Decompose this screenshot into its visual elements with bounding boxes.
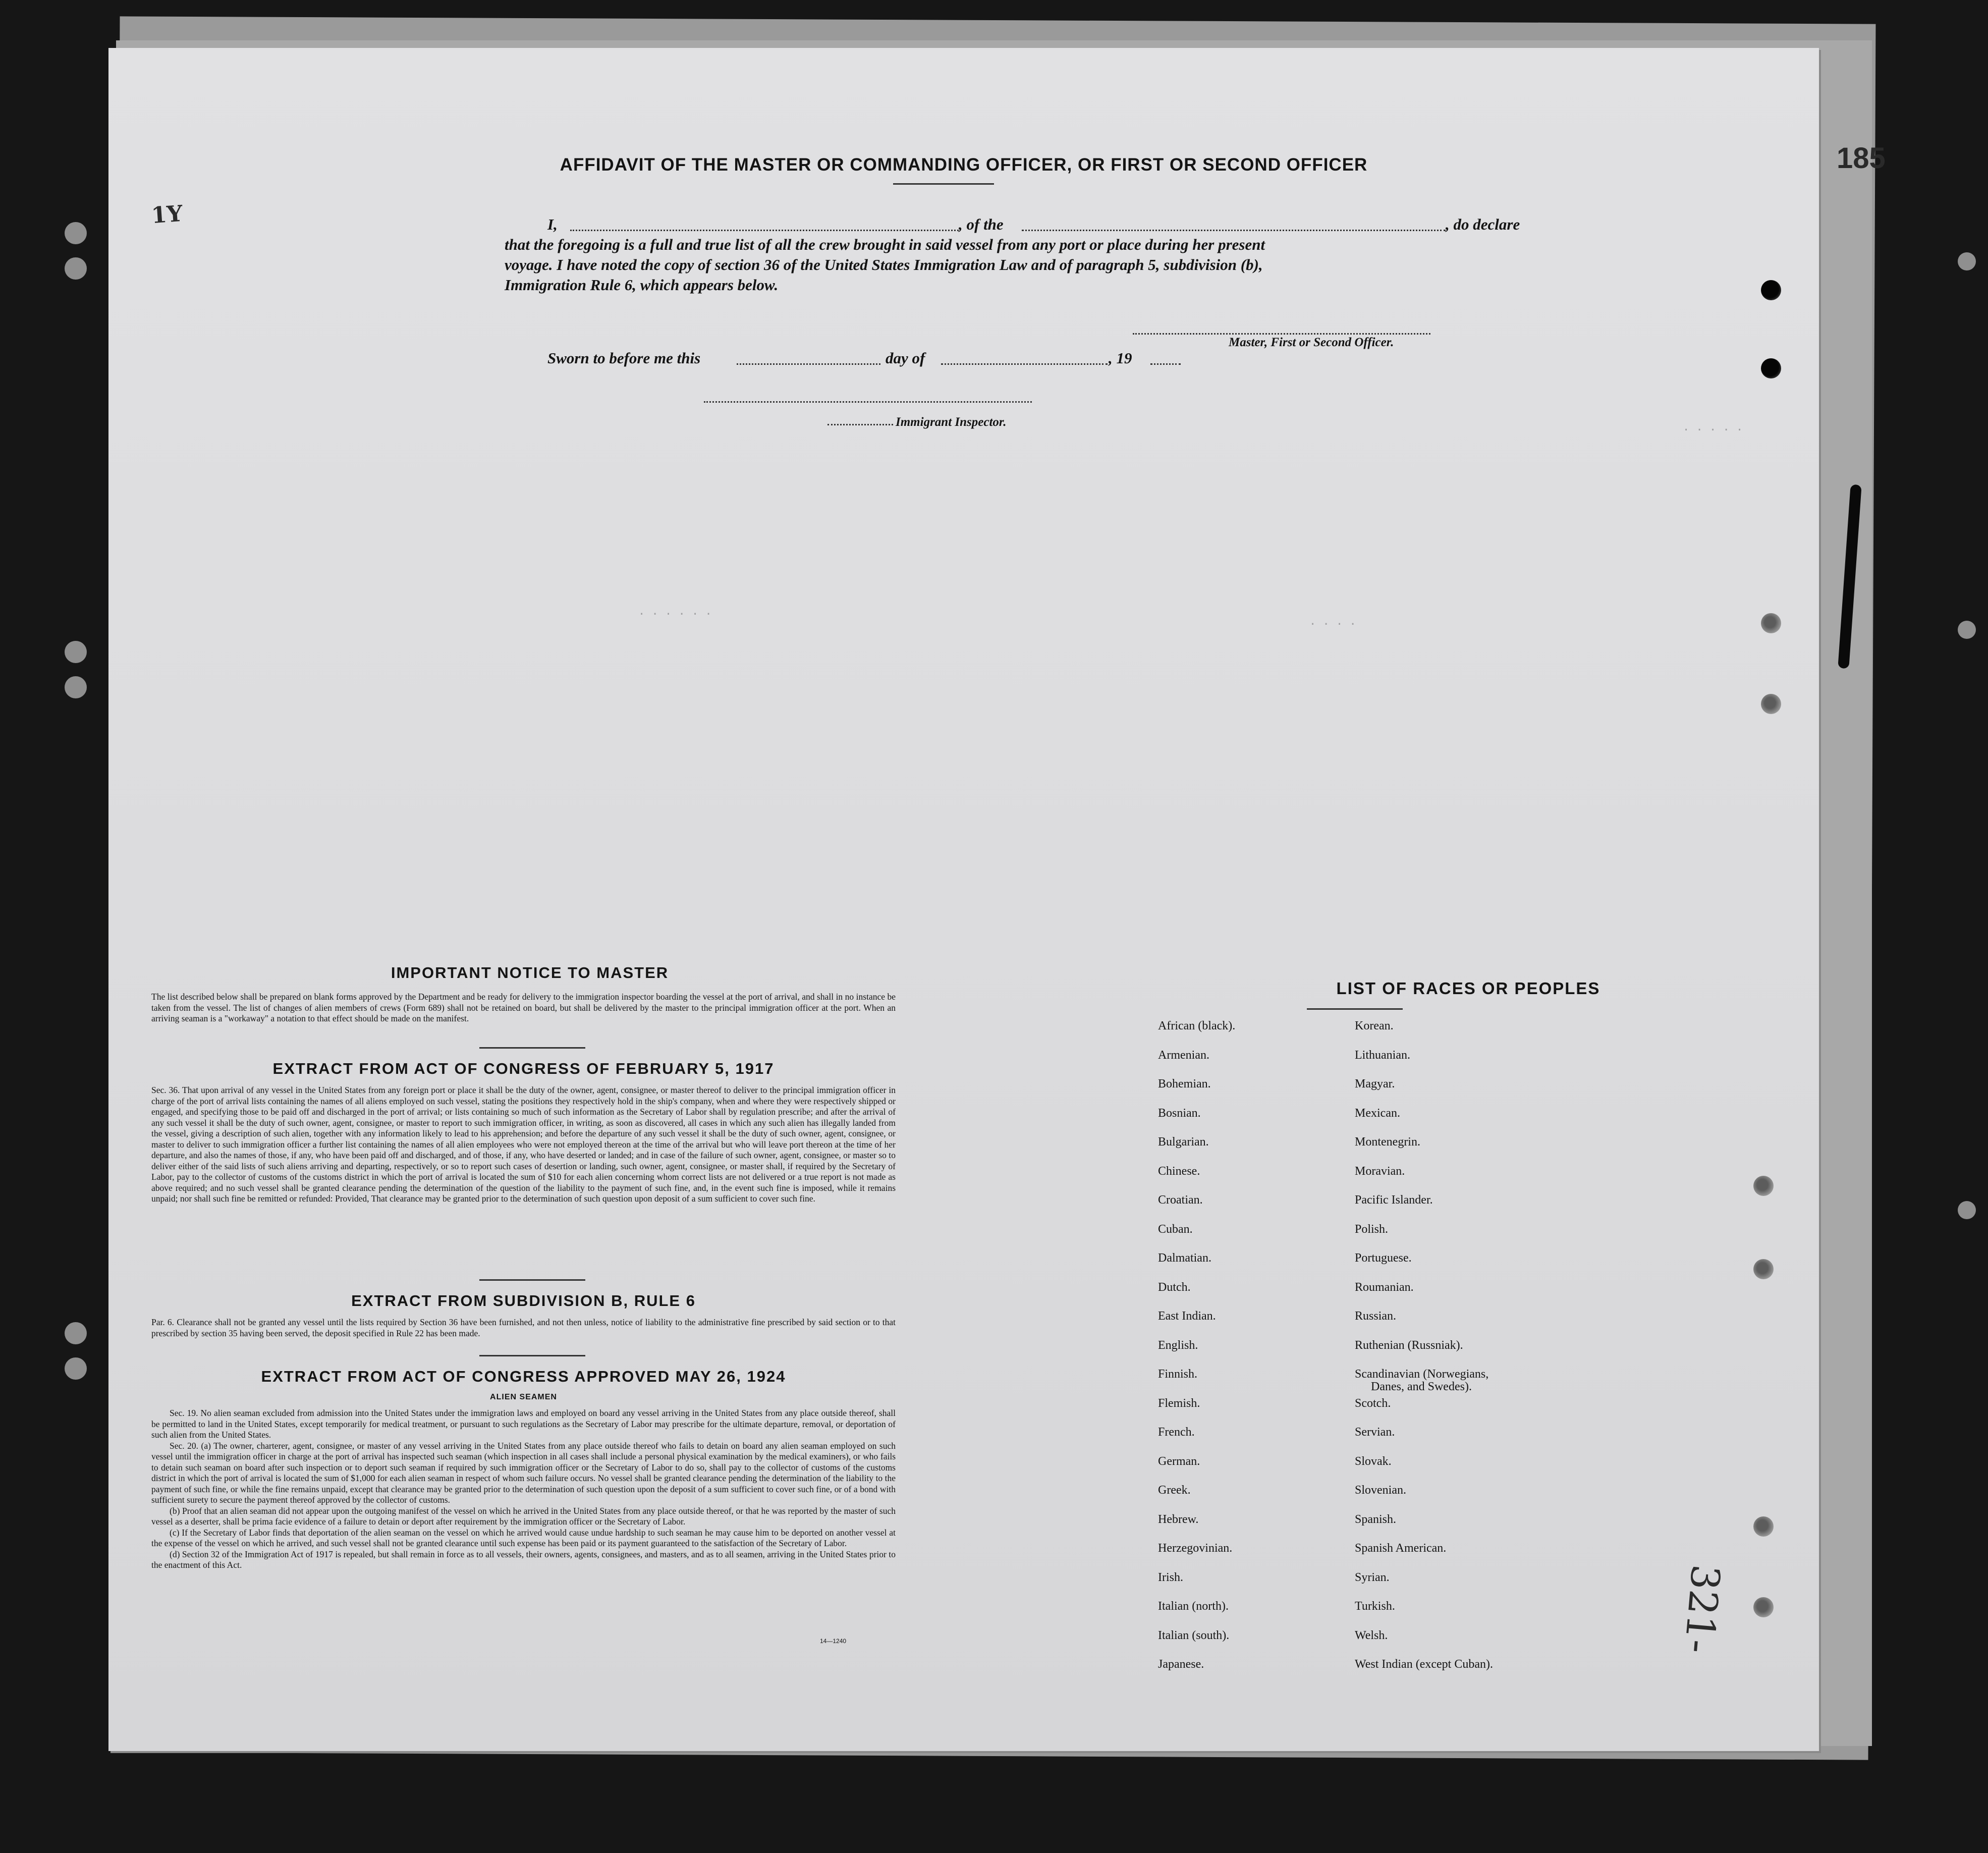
race-item: Herzegovinian. <box>1158 1542 1233 1555</box>
binder-hole <box>65 676 87 698</box>
race-item: English. <box>1158 1338 1198 1352</box>
race-item: Greek. <box>1158 1484 1191 1497</box>
race-item: Pacific Islander. <box>1355 1193 1433 1207</box>
inspector-signature-line <box>704 401 1032 403</box>
vessel-blank <box>1022 230 1446 231</box>
race-item: Russian. <box>1355 1310 1397 1323</box>
race-item: Lithuanian. <box>1355 1048 1410 1062</box>
affidavit-title: AFFIDAVIT OF THE MASTER OR COMMANDING OFFICER, OR FIRST OR SECOND OFFICER <box>560 155 1368 175</box>
page-number: 185 <box>1837 142 1886 175</box>
punch-hole <box>1753 1259 1774 1279</box>
section-19: Sec. 19. No alien seaman excluded from admission into the United States under the immigration laws and employed on board any vessel arriving in the United States from any place outside thereof, shall be permitted to land in the United States, except temporarily for medical treatment, or pursuant to such regulations as the Secretary of Labor may prescribe for the ultimate departure, removal, or deportation of such alien from the United States. <box>151 1408 896 1440</box>
name-blank <box>570 230 959 231</box>
section-rule <box>479 1047 585 1049</box>
punch-hole <box>1761 358 1781 378</box>
race-item: Ruthenian (Russniak). <box>1355 1338 1463 1352</box>
race-item: Montenegrin. <box>1355 1135 1420 1149</box>
section-rule <box>479 1279 585 1281</box>
binder-hole <box>1958 1201 1976 1219</box>
races-title-rule <box>1307 1008 1403 1010</box>
notice-body: The list described below shall be prepared on blank forms approved by the Department and be ready for delivery to the immigration inspector boarding the vessel at the port of arrival, and shall in no instance be taken from the vessel. The list of changes of alien members of crews (Form 689) shall not be retained on board, but shall be delivered by the master to the principal immigration officer at the port. When an arriving seaman is a "workaway" a notation to that effect should be made on the manifest. <box>151 992 896 1023</box>
inspector-caption-lead <box>827 424 893 425</box>
sworn-month-blank <box>941 363 1108 365</box>
race-item: French. <box>1158 1426 1195 1439</box>
race-item: East Indian. <box>1158 1310 1216 1323</box>
affidavit-line-4: Immigration Rule 6, which appears below. <box>505 276 779 294</box>
race-item: Polish. <box>1355 1222 1389 1236</box>
punch-hole <box>1753 1516 1774 1537</box>
binder-hole <box>65 1357 87 1380</box>
form-code: 14—1240 <box>820 1638 847 1645</box>
sworn-day-of: day of <box>886 349 925 367</box>
master-signature-line <box>1133 333 1430 335</box>
race-item: Bohemian. <box>1158 1077 1211 1091</box>
race-item: Flemish. <box>1158 1396 1200 1410</box>
sworn-year: , 19 <box>1109 349 1132 367</box>
section-20c: (c) If the Secretary of Labor finds that deportation of the alien seaman on the vessel on which he arrived would cause undue hardship to such seaman he may cause him to be deported on another vessel at the expense of the vessel on which he arrived, and such vessel shall not be granted clearance until such expense has been paid or its payment guaranteed to the satisfaction of the Secretary of Labor. <box>151 1527 896 1548</box>
extract-1917-body: Sec. 36. That upon arrival of any vessel in the United States from any foreign port or place it shall be the duty of the owner, agent, consignee, or master thereof to deliver to the principal immigration officer in charge of the port of arrival lists containing the names of all aliens employed on such vessel, stating the positions they respectively hold in the ship's company, when and where they were respectively shipped or engaged, and specifying those to be paid off and discharged in the port of arrival; or lists containing so much of such information as the Secretary of Labor shall by regulation prescribe; and after the arrival of any such vessel it shall be the duty of such owner, agent, consignee, or master to report to such immigration officer, in writing, as soon as discovered, all cases in which any such alien has illegally landed from the vessel, giving a description of such alien, together with any information likely to lead to his apprehension; and before the departure of any such vessel it shall be the duty of such owner, agent, consignee, or master to deliver to such immigration officer a further list containing the names of all alien employees who were not employed thereon at the time of the arrival but who will leave port thereon at the time of her departure, and also the names of those, if any, who have been paid off and discharged, and of those, if any, who have deserted or landed; and in case of the failure of such owner, agent, consignee, or master so to deliver either of the said lists of such aliens arriving and departing, respectively, or so to report such cases of desertion or landing, such owner, agent, consignee, or master shall, if required by the Secretary of Labor, pay to the collector of customs of the customs district in which the port of arrival is located the sum of $10 for each alien concerning whom correct lists are not delivered or a true report is not made as above required; and no such vessel shall be granted clearance pending the determination of the question of the liability to the payment of such fine, and, in the event such fine is imposed, while it remains unpaid; nor shall such fine be remitted or refunded: Provided, That clearance may be granted prior to the determination of such question upon deposit of a sum sufficient to cover such fine. <box>151 1085 896 1204</box>
master-signature-caption: Master, First or Second Officer. <box>1229 336 1394 349</box>
race-scandinavian-continued: Danes, and Swedes). <box>1371 1380 1472 1393</box>
races-title: LIST OF RACES OR PEOPLES <box>1336 979 1600 998</box>
affidavit-form-sheet <box>108 48 1819 1751</box>
race-item: Cuban. <box>1158 1222 1193 1236</box>
bleed-through-text: · · · · · · <box>638 608 712 621</box>
section-20b: (b) Proof that an alien seaman did not appear upon the outgoing manifest of the vessel on which he arrived in the United States from any place outside thereof, or that he was reported by the master of such vessel as a deserter, shall be prima facie evidence of a failure to detain or deport after requirement by the immigration officer or the Secretary of Labor. <box>151 1505 896 1527</box>
race-item: Chinese. <box>1158 1164 1200 1178</box>
race-item: Korean. <box>1355 1019 1394 1032</box>
section-20d: (d) Section 32 of the Immigration Act of 1917 is repealed, but shall remain in force as to all vessels, their owners, agents, consignees, and masters, and as to all seamen, arriving in the United States prior to the enactment of this Act. <box>151 1549 896 1570</box>
affidavit-line-2: that the foregoing is a full and true list of all the crew brought in said vessel from any port or place during her present <box>505 236 1265 253</box>
affidavit-of-the: , of the <box>959 215 1004 233</box>
sworn-year-blank <box>1150 363 1181 365</box>
punch-hole <box>1753 1176 1774 1196</box>
race-item: Moravian. <box>1355 1164 1405 1178</box>
race-item: Spanish American. <box>1355 1542 1447 1555</box>
extract-rule6-body: Par. 6. Clearance shall not be granted any vessel until the lists required by Section 36 have been furnished, and not then unless, notice of liability to the administrative fine prescribed by said section or to that prescribed by section 35 having been served, the deposit specified in Rule 22 has been made. <box>151 1317 896 1338</box>
section-rule <box>479 1355 585 1356</box>
extract-1924-title: EXTRACT FROM ACT OF CONGRESS APPROVED MAY 26, 1924 <box>261 1368 786 1385</box>
affidavit-i: I, <box>547 215 558 233</box>
extract-rule6-title: EXTRACT FROM SUBDIVISION B, RULE 6 <box>351 1292 696 1310</box>
section-20a: Sec. 20. (a) The owner, charterer, agent, consignee, or master of any vessel arriving in the United States from any place outside thereof who fails to detain on board any alien seaman employed on such vessel until the immigration officer in charge at the port of arrival has inspected such seaman (which inspection in all cases shall include a personal physical examination by the medical examiners), or who fails to detain such seaman on board after such inspection or to deport such seaman if required by such immigration officer or the Secretary of Labor to do so, shall pay to the collector of customs of the customs district in which the port of arrival is located the sum of $1,000 for each alien seaman in respect of whom such failure occurs. No vessel shall be granted clearance pending the determination of the liability to the payment of such fine, or while the fine remains unpaid, except that clearance may be granted prior to the determination of such question upon the deposit of a sum sufficient to cover such fine, or of a bond with sufficient surety to secure the payment thereof approved by the collector of customs. <box>151 1440 896 1505</box>
race-item: West Indian (except Cuban). <box>1355 1658 1493 1671</box>
binder-hole <box>1958 252 1976 270</box>
race-item: Turkish. <box>1355 1600 1395 1613</box>
inspector-caption: Immigrant Inspector. <box>896 415 1007 429</box>
race-item: German. <box>1158 1454 1200 1468</box>
extract-1924-subtitle: ALIEN SEAMEN <box>490 1393 557 1401</box>
race-item: Finnish. <box>1158 1368 1198 1381</box>
races-right-column <box>1355 1012 1493 1679</box>
sworn-day-blank <box>737 363 880 365</box>
binder-hole <box>1958 621 1976 639</box>
punch-hole <box>1761 694 1781 714</box>
bleed-through-text: · · · · · <box>1683 424 1743 437</box>
race-item: Hebrew. <box>1158 1512 1199 1526</box>
race-item: Bosnian. <box>1158 1106 1201 1120</box>
handwritten-mark: 1Y <box>150 200 184 229</box>
race-item: Bulgarian. <box>1158 1135 1209 1149</box>
race-item: Irish. <box>1158 1570 1183 1584</box>
affidavit-line-3: voyage. I have noted the copy of section 36 of the United States Immigration Law and of paragraph 5, subdivision (b), <box>505 256 1263 274</box>
binder-hole <box>65 1322 87 1344</box>
affidavit-do-declare: , do declare <box>1446 215 1520 233</box>
race-item: Scotch. <box>1355 1396 1391 1410</box>
race-item: Italian (south). <box>1158 1628 1230 1642</box>
punch-hole <box>1761 280 1781 300</box>
race-item: Croatian. <box>1158 1193 1203 1207</box>
race-item: Spanish. <box>1355 1512 1397 1526</box>
race-item: Portuguese. <box>1355 1251 1412 1265</box>
notice-title: IMPORTANT NOTICE TO MASTER <box>391 964 669 982</box>
binder-hole <box>65 257 87 280</box>
race-item: Syrian. <box>1355 1570 1390 1584</box>
race-item: Roumanian. <box>1355 1280 1414 1294</box>
race-item: Magyar. <box>1355 1077 1395 1091</box>
race-item: Mexican. <box>1355 1106 1400 1120</box>
race-item: Armenian. <box>1158 1048 1209 1062</box>
handwritten-number: 321- <box>1675 1563 1728 1655</box>
race-item: Dutch. <box>1158 1280 1191 1294</box>
race-item: Scandinavian (Norwegians, <box>1355 1368 1489 1381</box>
race-item: Italian (north). <box>1158 1600 1229 1613</box>
sworn-prefix: Sworn to before me this <box>547 349 701 367</box>
race-item: African (black). <box>1158 1019 1236 1032</box>
binder-hole <box>65 641 87 663</box>
punch-hole <box>1761 613 1781 633</box>
race-item: Slovenian. <box>1355 1484 1406 1497</box>
title-rule <box>893 183 994 185</box>
bleed-through-text: · · · · <box>1309 618 1356 631</box>
race-item: Welsh. <box>1355 1628 1388 1642</box>
race-item: Servian. <box>1355 1426 1395 1439</box>
races-left-column <box>1158 1012 1235 1679</box>
race-item: Japanese. <box>1158 1658 1204 1671</box>
race-item: Dalmatian. <box>1158 1251 1211 1265</box>
race-item: Slovak. <box>1355 1454 1392 1468</box>
punch-hole <box>1753 1597 1774 1617</box>
extract-1917-title: EXTRACT FROM ACT OF CONGRESS OF FEBRUARY 5, 1917 <box>272 1060 775 1077</box>
binder-hole <box>65 222 87 244</box>
extract-1924-body <box>151 1408 896 1571</box>
